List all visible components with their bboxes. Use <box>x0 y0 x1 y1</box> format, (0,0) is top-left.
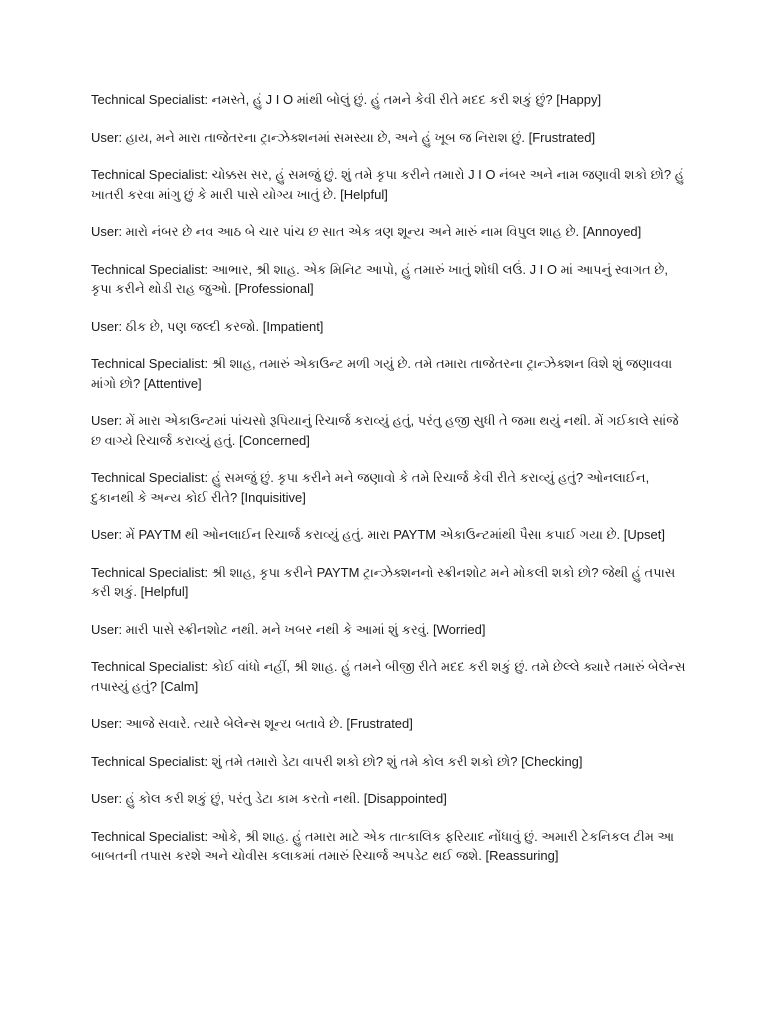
dialogue-turn: User: હાય, મને મારા તાજેતરના ટ્રાન્ઝેક્શનમાં સમસ્યા છે, અને હું ખૂબ જ નિરાશ છું. [Frustrated] <box>91 129 596 145</box>
dialogue-turn: Technical Specialist: કોઈ વાંધો નહીં, શ્રી શાહ. હું તમને બીજી રીતે મદદ કરી શકું છું. તમે છેલ્લે ક્યારે તમારું બેલેન્સ તપાસ્યું હતું? [Calm] <box>91 659 686 694</box>
dialogue-turn: Technical Specialist: હું સમજું છું. કૃપા કરીને મને જણાવો કે તમે રિચાર્જ કેવી રીતે કરાવ્યું હતું? ઓનલાઈન, દુકાનથી કે અન્ય કોઈ રીતે? [Inquisitive] <box>91 470 650 505</box>
dialogue-turn: Technical Specialist: શ્રી શાહ, તમારું એકાઉન્ટ મળી ગયું છે. તમે તમારા તાજેતરના ટ્રાન્ઝેક્શન વિશે શું જણાવવા માંગો છો? [Attentive] <box>91 356 673 391</box>
dialogue-turn: User: આજે સવારે. ત્યારે બેલેન્સ શૂન્ય બતાવે છે. [Frustrated] <box>91 716 413 731</box>
dialogue-turn: Technical Specialist: શ્રી શાહ, કૃપા કરીને PAYTM ટ્રાન્ઝેક્શનનો સ્ક્રીનશોટ મને મોકલી શકો છો? જેથી હું તપાસ કરી શકું. [Helpful] <box>91 564 676 599</box>
dialogue-turn: User: મારી પાસે સ્ક્રીનશોટ નથી. મને ખબર નથી કે આમાં શું કરવું. [Worried] <box>91 621 486 637</box>
dialogue-turn: Technical Specialist: ઓકે, શ્રી શાહ. હું તમારા માટે એક તાત્કાલિક ફરિયાદ નોંધાવું છું. અમારી ટેકનિકલ ટીમ આ બાબતની તપાસ કરશે અને ચોવીસ કલાકમાં તમારું રિચાર્જ અપડેટ થઈ જશે. [Reassuring] <box>91 828 675 863</box>
dialogue-turn: User: હું કોલ કરી શકું છું, પરંતુ ડેટા કામ કરતો નથી. [Disappointed] <box>91 791 447 806</box>
dialogue-turn: User: મેં PAYTM થી ઓનલાઈન રિચાર્જ કરાવ્યું હતું. મારા PAYTM એકાઉન્ટમાંથી પૈસા કપાઈ ગયા છે. [Upset] <box>91 527 665 542</box>
dialogue-turn: Technical Specialist: નમસ્તે, હું J I O માંથી બોલું છું. હું તમને કેવી રીતે મદદ કરી શકું છું? [Happy] <box>91 92 602 107</box>
dialogue-turn: Technical Specialist: આભાર, શ્રી શાહ. એક મિનિટ આપો, હું તમારું ખાતું શોધી લઉં. J I O માં આપનું સ્વાગત છે, કૃપા કરીને થોડી રાહ જુઓ. [Professional] <box>91 261 668 296</box>
dialogue-turn: User: ઠીક છે, પણ જલ્દી કરજો. [Impatient] <box>91 318 324 334</box>
dialogue-turn: User: મેં મારા એકાઉન્ટમાં પાંચસો રૂપિયાનું રિચાર્જ કરાવ્યું હતું, પરંતુ હજી સુધી તે જમા થયું નથી. મેં ગઈકાલે સાંજે છ વાગ્યે રિચાર્જ કરાવ્યું હતું. [Concerned] <box>91 413 679 448</box>
dialogue-turn: Technical Specialist: ચોક્કસ સર, હું સમજું છું. શું તમે કૃપા કરીને તમારો J I O નંબર અને નામ જણાવી શકો છો? હું ખાતરી કરવા માંગુ છું કે મારી પાસે યોગ્ય ખાતું છે. [Helpful] <box>91 167 684 202</box>
dialogue-turn: Technical Specialist: શું તમે તમારો ડેટા વાપરી શકો છો? શું તમે કોલ કરી શકો છો? [Checking] <box>91 753 583 769</box>
dialogue-turn: User: મારો નંબર છે નવ આઠ બે ચાર પાંચ છ સાત એક ત્રણ શૂન્ય અને મારું નામ વિપુલ શાહ છે. [Annoyed] <box>91 224 642 239</box>
conversation-transcript <box>91 90 691 884</box>
